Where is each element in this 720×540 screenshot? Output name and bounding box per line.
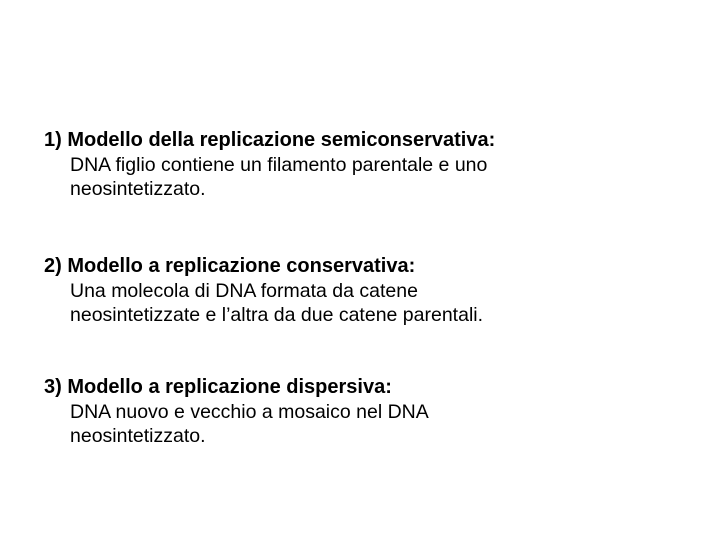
model-heading: 3) Modello a replicazione dispersiva: xyxy=(44,376,392,398)
description-line: neosintetizzate e l’altra da due catene parentali. xyxy=(70,304,484,326)
model-heading: 2) Modello a replicazione conservativa: xyxy=(44,255,416,277)
model-description xyxy=(70,400,684,448)
model-heading: 1) Modello della replicazione semiconservativa: xyxy=(44,129,496,151)
model-description xyxy=(70,279,684,327)
model-dispersive xyxy=(44,374,684,448)
description-line: DNA nuovo e vecchio a mosaico nel DNA xyxy=(70,401,429,423)
model-semiconservative xyxy=(44,127,684,201)
description-line: neosintetizzato. xyxy=(70,425,206,447)
description-line: neosintetizzato. xyxy=(70,178,206,200)
model-conservative xyxy=(44,253,684,327)
description-line: DNA figlio contiene un filamento parentale e uno xyxy=(70,154,488,176)
description-line: Una molecola di DNA formata da catene xyxy=(70,280,418,302)
model-description xyxy=(70,153,684,201)
